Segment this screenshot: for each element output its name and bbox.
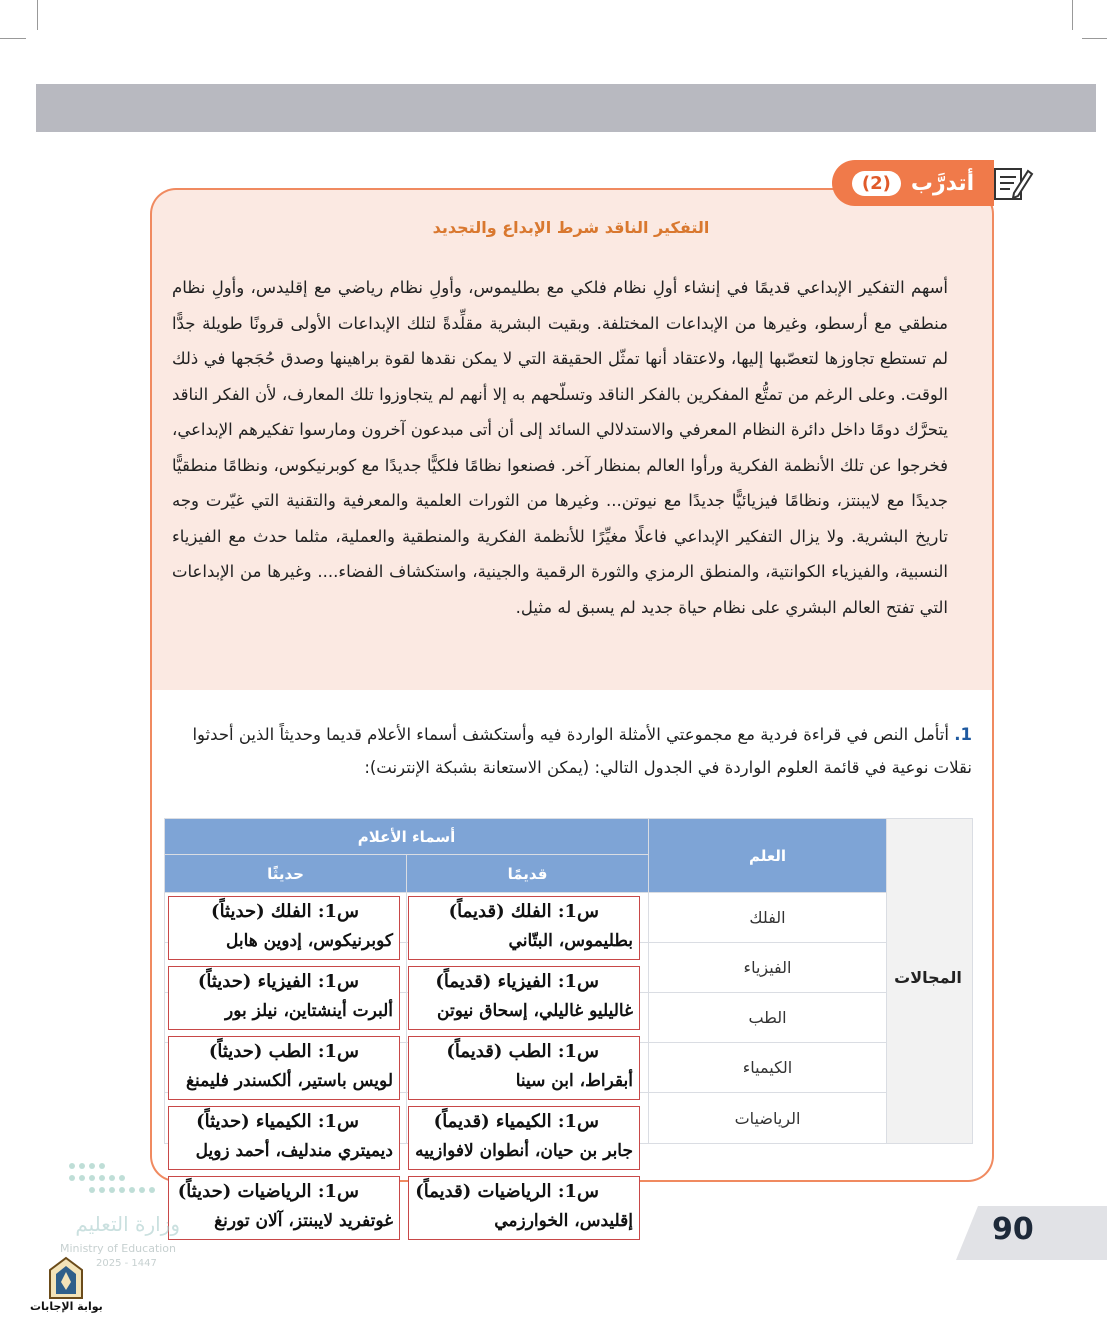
edit-notes-icon bbox=[992, 163, 1034, 203]
reading-title: التفكير الناقد شرط الإبداع والتجديد bbox=[432, 218, 710, 237]
section-tab bbox=[832, 160, 994, 206]
crop-mark bbox=[0, 38, 26, 39]
question-text: أتأمل النص في قراءة فردية مع مجموعتي الأمثلة الواردة فيه وأستكشف أسماء الأعلام قديما وحديثاً الذين أحدثوا نقلات نوعية في قائمة العلوم الواردة في الجدول التالي: (يمكن الاستعانة بشبكة الإنترنت): bbox=[192, 725, 972, 777]
answer-box-new: س1: الكيمياء (حديثاً) ديميتري مندليف، أحمد زويل bbox=[168, 1106, 400, 1170]
answer-box-new: س1: الطب (حديثاً) لويس باستير، ألكسندر فليمنغ bbox=[168, 1036, 400, 1100]
answer-box-old: س1: الفيزياء (قديماً) غاليليو غاليلي، إسحاق نيوتن bbox=[408, 966, 640, 1030]
crop-mark bbox=[1072, 0, 1073, 30]
ministry-name-en: Ministry of Education bbox=[60, 1242, 177, 1255]
question-1 bbox=[172, 718, 972, 784]
header-band bbox=[36, 84, 1096, 132]
site-name: بوابة الإجابات bbox=[30, 1300, 103, 1313]
reading-body: أسهم التفكير الإبداعي قديمًا في إنشاء أولِ نظام فلكي مع بطليموس، وأولِ نظام رياضي مع إقليدس، وأولِ نظام منطقي مع أرسطو، وغيرها من الإبداعات المختلفة. وبقيت البشرية مقلِّدةً لتلك الإبداعات الأولى قرونًا طويلة جدًّا لم تستطع تجاوزها لتعصّبها إليها، ولاعتقاد أنها تمثّل الحقيقة التي لا يمكن نقدها لقوة براهينها وصدق حُجَجها في ذلك الوقت. وعلى الرغم من تمتُّع المفكرين بالفكر الناقد وتسلّحهم به إلا أنهم لم يتجاوزوا تلك المعارف، لأن الفكر الناقد يتحرَّك دومًا داخل دائرة النظام المعرفي والاستدلالي السائد إلى أن أتى مبدعون آخرون ومارسوا تفكيرهم الإبداعي، فخرجوا عن تلك الأنظمة الفكرية ورأوا العالم بمنظار آخر. فصنعوا نظامًا فلكيًّا جديدًا مع كوبرنيكوس، ونظامًا منطقيًّا جديدًا مع لايبنتز، ونظامًا فيزيائيًّا جديدًا مع نيوتن... وغيرها من الثورات العلمية والمعرفية والتقنية التي غيّرت وجه تاريخ البشرية. ولا يزال التفكير الإبداعي فاعلًا مغيِّرًا للأنظمة الفكرية والمنطقية والعملية، مثلما حدث مع الفيزياء النسبية، والفيزياء الكوانتية، والمنطق الرمزي والثورة الرقمية والجينية، واستكشاف الفضاء.... وغيرها من الإبداعات التي تفتح العالم البشري على نظام حياة جديد لم يسبق له مثيل. bbox=[172, 278, 948, 617]
answer-box-new: س1: الفلك (حديثاً) كوبرنيكوس، إدوين هابل bbox=[168, 896, 400, 960]
field-cell: الفلك bbox=[649, 893, 887, 943]
section-number: (2) bbox=[852, 171, 901, 196]
header-names: أسماء الأعلام bbox=[165, 819, 649, 855]
answer-box-new: س1: الرياضيات (حديثاً) غوتفريد لايبنتز، آلان تورنغ bbox=[168, 1176, 400, 1240]
domain-label: المجالات bbox=[894, 968, 962, 987]
crop-mark bbox=[1082, 38, 1107, 39]
answer-box-old: س1: الفلك (قديماً) بطليموس، البتّاني bbox=[408, 896, 640, 960]
section-title: أتدرَّب bbox=[910, 170, 975, 196]
page-number: 90 bbox=[992, 1212, 1034, 1247]
answer-box-old: س1: الرياضيات (قديماً) إقليدس، الخوارزمي bbox=[408, 1176, 640, 1240]
field-cell: الفيزياء bbox=[649, 943, 887, 993]
field-cell: الرياضيات bbox=[649, 1093, 887, 1144]
header-science: العلم bbox=[649, 819, 887, 893]
header-old: قديمًا bbox=[407, 855, 649, 893]
header-new: حديثًا bbox=[165, 855, 407, 893]
site-logo-icon bbox=[44, 1256, 88, 1302]
ministry-year: 2025 - 1447 bbox=[96, 1258, 157, 1269]
ministry-name: وزارة التعليم bbox=[75, 1212, 180, 1236]
answer-box-new: س1: الفيزياء (حديثاً) ألبرت أينشتاين، نيلز بور bbox=[168, 966, 400, 1030]
ministry-logo-dots-icon bbox=[66, 1158, 176, 1198]
field-cell: الكيمياء bbox=[649, 1043, 887, 1093]
crop-mark bbox=[37, 0, 38, 30]
field-cell: الطب bbox=[649, 993, 887, 1043]
question-number: 1. bbox=[954, 725, 972, 744]
answer-box-old: س1: الكيمياء (قديماً) جابر بن حيان، أنطوان لافوازييه bbox=[408, 1106, 640, 1170]
answer-box-old: س1: الطب (قديماً) أبقراط، ابن سينا bbox=[408, 1036, 640, 1100]
